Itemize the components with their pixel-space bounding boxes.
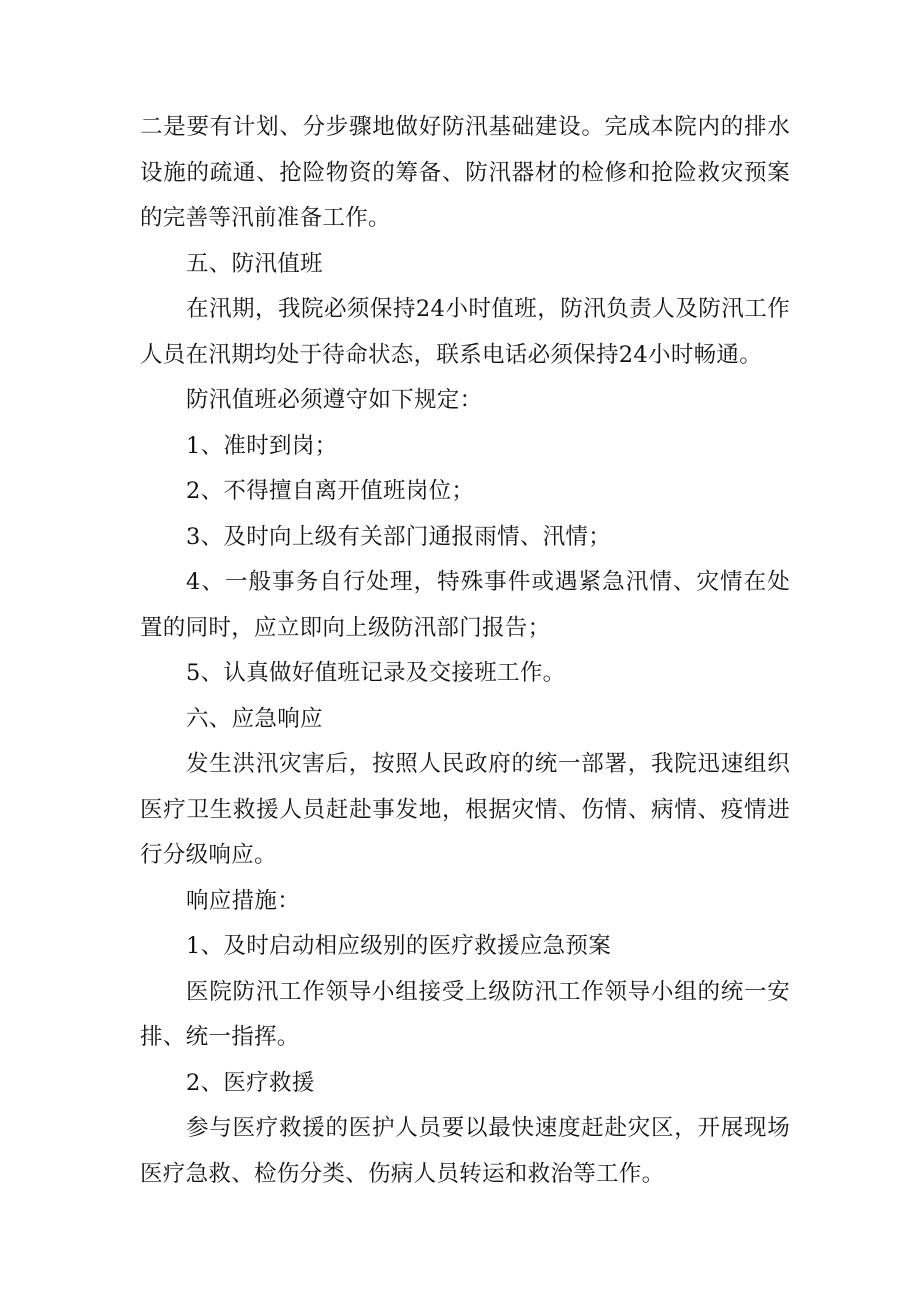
document-body (140, 105, 790, 1197)
paragraph-medical-rescue: 参与医疗救援的医护人员要以最快速度赶赴灾区，开展现场医疗急救、检伤分类、伤病人员转运和救治等工作。 (140, 1115, 790, 1187)
paragraph-leadership: 医院防汛工作领导小组接受上级防汛工作领导小组的统一安排、统一指挥。 (140, 978, 790, 1050)
list-item-rule-5: 5、认真做好值班记录及交接班工作。 (186, 660, 566, 686)
list-item-rule-4: 4、一般事务自行处理，特殊事件或遇紧急汛情、灾情在处置的同时，应立即向上级防汛部门报告； (140, 569, 790, 641)
list-item-rule-2: 2、不得擅自离开值班岗位； (186, 478, 475, 504)
paragraph-duty-hours: 在汛期，我院必须保持24小时值班，防汛负责人及防汛工作人员在汛期均处于待命状态，联系电话必须保持24小时畅通。 (140, 296, 790, 368)
section-heading-flood-duty: 五、防汛值班 (186, 250, 323, 277)
paragraph-response-measures: 响应措施： (186, 887, 301, 914)
list-item-rule-1: 1、准时到岗； (186, 432, 338, 459)
list-item-measure-2: 2、医疗救援 (186, 1069, 315, 1096)
paragraph-infrastructure: 二是要有计划、分步骤地做好防汛基础建设。完成本院内的排水设施的疏通、抢险物资的筹备、防汛器材的检修和抢险救灾预案的完善等汛前准备工作。 (140, 114, 790, 231)
paragraph-disaster-response: 发生洪汛灾害后，按照人民政府的统一部署，我院迅速组织医疗卫生救援人员赶赴事发地，根据灾情、伤情、病情、疫情进行分级响应。 (140, 751, 790, 868)
paragraph-duty-rules-intro: 防汛值班必须遵守如下规定： (186, 387, 483, 413)
list-item-measure-1: 1、及时启动相应级别的医疗救援应急预案 (186, 933, 612, 959)
list-item-rule-3: 3、及时向上级有关部门通报雨情、汛情； (186, 523, 612, 550)
section-heading-emergency-response: 六、应急响应 (186, 705, 323, 732)
